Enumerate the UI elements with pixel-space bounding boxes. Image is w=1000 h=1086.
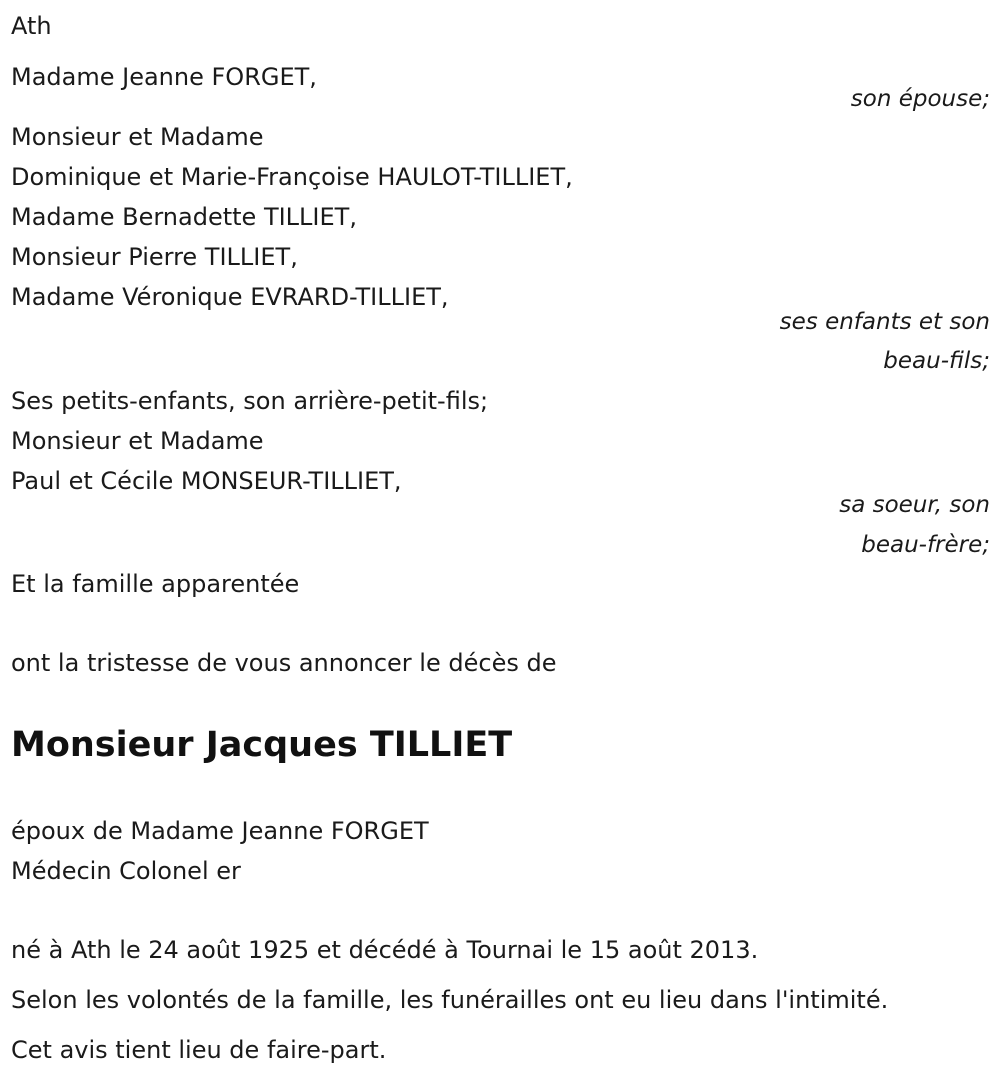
grandchildren: Ses petits-enfants, son arrière-petit-fils; <box>11 387 489 415</box>
children-line-4: Monsieur Pierre TILLIET, <box>11 243 298 271</box>
birth-death: né à Ath le 24 août 1925 et décédé à Tournai le 15 août 2013. <box>11 936 759 964</box>
children-line-2: Dominique et Marie-Françoise HAULOT-TILLIET, <box>11 163 573 191</box>
deceased-name: Monsieur Jacques TILLIET <box>11 725 513 765</box>
sister-line-2: Paul et Cécile MONSEUR-TILLIET, <box>11 467 402 495</box>
children-relation-1: ses enfants et son <box>779 309 990 335</box>
detail-spouse: époux de Madame Jeanne FORGET <box>11 817 429 845</box>
spouse-name: Madame Jeanne FORGET, <box>11 63 317 91</box>
sister-relation-2: beau-frère; <box>861 532 990 558</box>
spouse-relation: son épouse; <box>850 86 990 112</box>
funeral-note: Selon les volontés de la famille, les funérailles ont eu lieu dans l'intimité. <box>11 986 889 1014</box>
children-relation-2: beau-fils; <box>883 348 990 374</box>
children-line-3: Madame Bernadette TILLIET, <box>11 203 357 231</box>
sister-relation-1: sa soeur, son <box>839 492 990 518</box>
notice: Cet avis tient lieu de faire-part. <box>11 1036 387 1064</box>
children-line-1: Monsieur et Madame <box>11 123 264 151</box>
family-line: Et la famille apparentée <box>11 570 300 598</box>
children-line-5: Madame Véronique EVRARD-TILLIET, <box>11 283 449 311</box>
detail-profession: Médecin Colonel er <box>11 857 241 885</box>
location: Ath <box>11 12 52 40</box>
sister-line-1: Monsieur et Madame <box>11 427 264 455</box>
announcement: ont la tristesse de vous annoncer le décès de <box>11 649 557 677</box>
